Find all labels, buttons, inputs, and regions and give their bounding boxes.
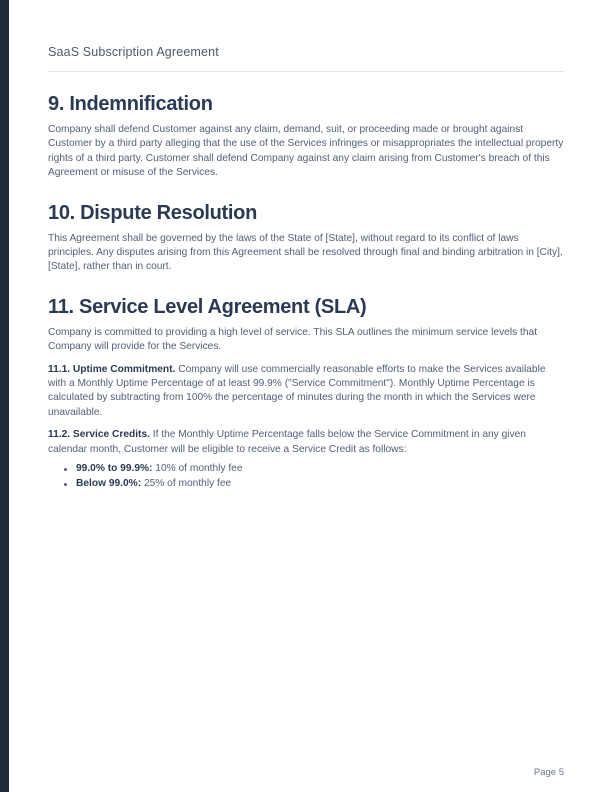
section-paragraph-9: Company shall defend Customer against any claim, demand, suit, or proceeding made or brought against Customer by a third party alleging that the use of the Services infringes or misappropriates the intellectual property rights of a third party. Customer shall defend Company against any claim arising from Customer's breach of this Agreement or misuse of the Services. xyxy=(48,124,564,179)
section-heading-9: 9. Indemnification xyxy=(48,93,213,115)
credit-tier-value-1: 10% of monthly fee xyxy=(152,463,243,475)
document-header-title: SaaS Subscription Agreement xyxy=(48,45,219,59)
section-heading-10: 10. Dispute Resolution xyxy=(48,201,257,224)
list-item xyxy=(76,462,564,476)
document-body xyxy=(48,92,564,491)
subsection-service-credits xyxy=(48,428,564,457)
subsection-text-11-1: Company will use commercially reasonable efforts to make the Services available with a Monthly Uptime Percentage of at least 99.9% ("Service Commitment"). Monthly Uptime Percentage is calculated by subtracting from 100% the percentage of minutes during the month in which the Services were unavailable. xyxy=(48,363,546,418)
subsection-uptime-commitment xyxy=(48,363,564,421)
document-footer xyxy=(48,762,564,780)
credit-tier-value-2: 25% of monthly fee xyxy=(141,477,232,489)
section-service-level-agreement xyxy=(48,295,564,491)
header-divider xyxy=(48,71,564,72)
credit-tier-label-1: 99.0% to 99.9%: xyxy=(76,463,153,475)
section-heading-11: 11. Service Level Agreement (SLA) xyxy=(48,295,367,318)
page-accent-bar xyxy=(0,0,9,792)
page-number: Page 5 xyxy=(533,767,564,778)
section-paragraph-10: This Agreement shall be governed by the laws of the State of [State], without regard to its conflict of laws principles. Any disputes arising from this Agreement shall be resolved through final and binding arbitration in [City], [State], rather than in court. xyxy=(48,232,563,273)
document-header xyxy=(48,44,564,60)
page-content xyxy=(48,0,564,792)
credit-tier-label-2: Below 99.0%: xyxy=(76,477,142,489)
service-credit-list xyxy=(48,462,564,491)
list-item xyxy=(76,477,564,491)
section-dispute-resolution xyxy=(48,201,564,275)
section-paragraph-11: Company is committed to providing a high level of service. This SLA outlines the minimum service levels that Company will provide for the Services. xyxy=(48,326,538,353)
subsection-lead-11-2: 11.2. Service Credits. xyxy=(48,429,150,441)
subsection-lead-11-1: 11.1. Uptime Commitment. xyxy=(48,363,176,375)
subsection-text-11-2: If the Monthly Uptime Percentage falls below the Service Commitment in any given calendar month, Customer will be eligible to receive a Service Credit as follows: xyxy=(48,429,526,455)
section-indemnification xyxy=(48,92,564,181)
